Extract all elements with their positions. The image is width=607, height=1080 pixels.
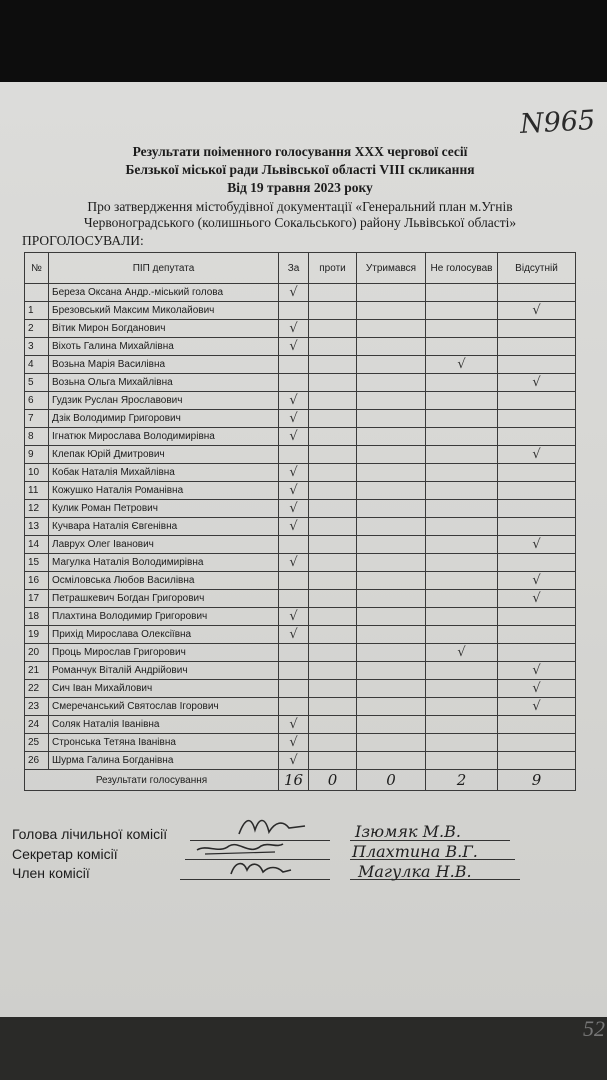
- vote-cell-proty: [309, 734, 357, 752]
- vote-cell-vidsutniy: [498, 338, 576, 356]
- vote-cell-ne-holosuvav: [426, 590, 498, 608]
- check-mark-icon: √: [532, 537, 541, 552]
- vote-cell-utrymavsia: [357, 518, 426, 536]
- vote-cell-proty: [309, 428, 357, 446]
- vote-cell-za: [279, 734, 309, 752]
- deputy-name: Лаврух Олег Іванович: [49, 536, 279, 554]
- vote-cell-ne-holosuvav: [426, 662, 498, 680]
- vote-cell-vidsutniy: [498, 698, 576, 716]
- vote-cell-za: [279, 662, 309, 680]
- vote-cell-proty: [309, 608, 357, 626]
- table-row: [25, 410, 576, 428]
- row-number: 6: [25, 392, 49, 410]
- table-row: [25, 734, 576, 752]
- deputy-name: Магулка Наталія Володимирівна: [49, 554, 279, 572]
- vote-cell-ne-holosuvav: [426, 536, 498, 554]
- voting-table: [24, 252, 576, 791]
- deputy-name: Дзік Володимир Григорович: [49, 410, 279, 428]
- vote-cell-proty: [309, 680, 357, 698]
- vote-cell-za: [279, 284, 309, 302]
- table-row: [25, 554, 576, 572]
- vote-cell-vidsutniy: [498, 752, 576, 770]
- vote-cell-ne-holosuvav: [426, 392, 498, 410]
- title-line-1: Результати поіменного голосування XXX чергової сесії: [132, 144, 468, 159]
- vote-cell-za: [279, 320, 309, 338]
- vote-cell-proty: [309, 554, 357, 572]
- title-line-2: Белзької міської ради Львівської області VIII скликання: [125, 162, 475, 177]
- vote-cell-ne-holosuvav: [426, 554, 498, 572]
- deputy-name: Стронська Тетяна Іванівна: [49, 734, 279, 752]
- row-number: 16: [25, 572, 49, 590]
- table-row: [25, 374, 576, 392]
- vote-cell-ne-holosuvav: [426, 680, 498, 698]
- results-row: [25, 770, 576, 791]
- vote-cell-ne-holosuvav: [426, 374, 498, 392]
- row-number: 23: [25, 698, 49, 716]
- check-mark-icon: √: [532, 681, 541, 696]
- vote-cell-utrymavsia: [357, 338, 426, 356]
- vote-cell-za: [279, 572, 309, 590]
- deputy-name: Сич Іван Михайлович: [49, 680, 279, 698]
- total-vidsutniy: 9: [498, 770, 576, 791]
- vote-cell-utrymavsia: [357, 554, 426, 572]
- vote-cell-za: [279, 392, 309, 410]
- check-mark-icon: √: [289, 717, 298, 732]
- row-number: 11: [25, 482, 49, 500]
- deputy-name: Возьна Марія Василівна: [49, 356, 279, 374]
- vote-cell-za: [279, 752, 309, 770]
- vote-cell-vidsutniy: [498, 356, 576, 374]
- check-mark-icon: √: [289, 555, 298, 570]
- vote-cell-za: [279, 644, 309, 662]
- deputy-name: Кобак Наталія Михайлівна: [49, 464, 279, 482]
- vote-cell-vidsutniy: [498, 392, 576, 410]
- vote-cell-proty: [309, 572, 357, 590]
- vote-cell-za: [279, 428, 309, 446]
- header-utrymavsia: Утримався: [357, 253, 426, 284]
- check-mark-icon: √: [289, 609, 298, 624]
- vote-cell-za: [279, 698, 309, 716]
- vote-cell-utrymavsia: [357, 698, 426, 716]
- vote-cell-utrymavsia: [357, 482, 426, 500]
- vote-cell-proty: [309, 410, 357, 428]
- table-row: [25, 752, 576, 770]
- vote-cell-za: [279, 500, 309, 518]
- header-za: За: [279, 253, 309, 284]
- vote-cell-vidsutniy: [498, 446, 576, 464]
- vote-cell-za: [279, 482, 309, 500]
- vote-cell-utrymavsia: [357, 410, 426, 428]
- total-ne-holosuvav: 2: [426, 770, 498, 791]
- row-number: [25, 284, 49, 302]
- header-name: ПІП депутата: [49, 253, 279, 284]
- vote-cell-ne-holosuvav: [426, 338, 498, 356]
- table-row: [25, 536, 576, 554]
- vote-cell-utrymavsia: [357, 464, 426, 482]
- vote-cell-za: [279, 356, 309, 374]
- vote-cell-vidsutniy: [498, 536, 576, 554]
- deputy-name: Ігнатюк Мирослава Володимирівна: [49, 428, 279, 446]
- vote-cell-vidsutniy: [498, 482, 576, 500]
- vote-cell-ne-holosuvav: [426, 500, 498, 518]
- vote-cell-vidsutniy: [498, 662, 576, 680]
- table-row: [25, 464, 576, 482]
- vote-cell-vidsutniy: [498, 320, 576, 338]
- row-number: 7: [25, 410, 49, 428]
- deputy-name: Проць Мирослав Григорович: [49, 644, 279, 662]
- check-mark-icon: √: [532, 573, 541, 588]
- table-row: [25, 644, 576, 662]
- header-ne-holosuvav: Не голосував: [426, 253, 498, 284]
- vote-cell-vidsutniy: [498, 464, 576, 482]
- table-row: [25, 338, 576, 356]
- vote-cell-vidsutniy: [498, 410, 576, 428]
- results-label: Результати голосування: [25, 770, 279, 791]
- header-number: №: [25, 253, 49, 284]
- vote-cell-za: [279, 536, 309, 554]
- vote-cell-ne-holosuvav: [426, 284, 498, 302]
- table-header-row: [25, 253, 576, 284]
- table-row: [25, 590, 576, 608]
- deputy-name: Петрашкевич Богдан Григорович: [49, 590, 279, 608]
- background-surface: [0, 1017, 607, 1080]
- vote-cell-proty: [309, 302, 357, 320]
- check-mark-icon: √: [289, 483, 298, 498]
- vote-cell-proty: [309, 482, 357, 500]
- check-mark-icon: √: [289, 285, 298, 300]
- check-mark-icon: √: [289, 627, 298, 642]
- deputy-name: Віхоть Галина Михайлівна: [49, 338, 279, 356]
- vote-cell-ne-holosuvav: [426, 716, 498, 734]
- check-mark-icon: √: [289, 735, 298, 750]
- table-row: [25, 500, 576, 518]
- check-mark-icon: √: [289, 339, 298, 354]
- check-mark-icon: √: [532, 375, 541, 390]
- vote-cell-za: [279, 446, 309, 464]
- subject-line-1: Про затвердження містобудівної документації «Генеральний план м.Угнів: [87, 199, 513, 214]
- row-number: 21: [25, 662, 49, 680]
- row-number: 18: [25, 608, 49, 626]
- vote-cell-za: [279, 590, 309, 608]
- vote-cell-ne-holosuvav: [426, 464, 498, 482]
- vote-cell-utrymavsia: [357, 500, 426, 518]
- deputy-name: Кулик Роман Петрович: [49, 500, 279, 518]
- row-number: 15: [25, 554, 49, 572]
- vote-cell-proty: [309, 500, 357, 518]
- vote-cell-proty: [309, 698, 357, 716]
- deputy-name: Береза Оксана Андр.-міський голова: [49, 284, 279, 302]
- vote-cell-utrymavsia: [357, 284, 426, 302]
- row-number: 8: [25, 428, 49, 446]
- vote-cell-za: [279, 302, 309, 320]
- deputy-name: Клепак Юрій Дмитрович: [49, 446, 279, 464]
- vote-cell-proty: [309, 356, 357, 374]
- vote-cell-utrymavsia: [357, 302, 426, 320]
- vote-cell-utrymavsia: [357, 446, 426, 464]
- signature-role-secretary: Секретар комісії: [12, 846, 118, 862]
- deputy-name: Гудзик Руслан Ярославович: [49, 392, 279, 410]
- row-number: 9: [25, 446, 49, 464]
- row-number: 17: [25, 590, 49, 608]
- vote-cell-za: [279, 518, 309, 536]
- check-mark-icon: √: [532, 699, 541, 714]
- total-utrymavsia: 0: [357, 770, 426, 791]
- vote-cell-vidsutniy: [498, 284, 576, 302]
- vote-cell-za: [279, 626, 309, 644]
- table-row: [25, 392, 576, 410]
- deputy-name: Романчук Віталій Андрійович: [49, 662, 279, 680]
- header-proty: проти: [309, 253, 357, 284]
- total-proty: 0: [309, 770, 357, 791]
- check-mark-icon: √: [457, 357, 466, 372]
- vote-cell-proty: [309, 464, 357, 482]
- signature-role-member: Член комісії: [12, 865, 90, 881]
- vote-cell-ne-holosuvav: [426, 572, 498, 590]
- vote-cell-za: [279, 680, 309, 698]
- vote-cell-utrymavsia: [357, 626, 426, 644]
- vote-cell-vidsutniy: [498, 590, 576, 608]
- table-row: [25, 482, 576, 500]
- vote-cell-proty: [309, 446, 357, 464]
- row-number: 19: [25, 626, 49, 644]
- check-mark-icon: √: [532, 303, 541, 318]
- vote-cell-ne-holosuvav: [426, 410, 498, 428]
- deputy-name: Кожушко Наталія Романівна: [49, 482, 279, 500]
- vote-cell-proty: [309, 392, 357, 410]
- subject-line-2: Червоноградського (колишнього Сокальського) району Львівської області»: [83, 215, 517, 230]
- row-number: 13: [25, 518, 49, 536]
- vote-cell-proty: [309, 716, 357, 734]
- check-mark-icon: √: [457, 645, 466, 660]
- total-za: 16: [279, 770, 309, 791]
- vote-cell-utrymavsia: [357, 572, 426, 590]
- vote-cell-proty: [309, 374, 357, 392]
- vote-cell-utrymavsia: [357, 662, 426, 680]
- vote-cell-proty: [309, 590, 357, 608]
- check-mark-icon: √: [532, 447, 541, 462]
- vote-cell-za: [279, 374, 309, 392]
- signature-role-chair: Голова лічильної комісії: [12, 826, 168, 842]
- vote-cell-utrymavsia: [357, 752, 426, 770]
- vote-cell-utrymavsia: [357, 374, 426, 392]
- vote-cell-ne-holosuvav: [426, 626, 498, 644]
- vote-cell-ne-holosuvav: [426, 482, 498, 500]
- deputy-name: Осміловська Любов Василівна: [49, 572, 279, 590]
- row-number: 10: [25, 464, 49, 482]
- signer-name-chair: Ізюмяк М.В.: [355, 822, 461, 841]
- vote-cell-vidsutniy: [498, 626, 576, 644]
- check-mark-icon: √: [289, 411, 298, 426]
- table-row: [25, 320, 576, 338]
- row-number: 4: [25, 356, 49, 374]
- deputy-name: Вітик Мирон Богданович: [49, 320, 279, 338]
- vote-cell-utrymavsia: [357, 536, 426, 554]
- table-row: [25, 680, 576, 698]
- deputy-name: Прихід Мирослава Олексіївна: [49, 626, 279, 644]
- vote-cell-ne-holosuvav: [426, 446, 498, 464]
- vote-cell-ne-holosuvav: [426, 644, 498, 662]
- check-mark-icon: √: [289, 465, 298, 480]
- vote-cell-ne-holosuvav: [426, 302, 498, 320]
- vote-cell-proty: [309, 536, 357, 554]
- page-number: 52: [583, 1016, 605, 1041]
- vote-cell-utrymavsia: [357, 590, 426, 608]
- row-number: 26: [25, 752, 49, 770]
- row-number: 20: [25, 644, 49, 662]
- deputy-name: Шурма Галина Богданівна: [49, 752, 279, 770]
- vote-cell-za: [279, 716, 309, 734]
- vote-cell-utrymavsia: [357, 734, 426, 752]
- deputy-name: Соляк Наталія Іванівна: [49, 716, 279, 734]
- table-row: [25, 716, 576, 734]
- table-row: [25, 608, 576, 626]
- vote-cell-za: [279, 410, 309, 428]
- vote-cell-utrymavsia: [357, 392, 426, 410]
- document-number: N965: [519, 105, 596, 140]
- deputy-name: Смеречанський Святослав Ігорович: [49, 698, 279, 716]
- title-date: Від 19 травня 2023 року: [227, 180, 373, 195]
- vote-cell-proty: [309, 338, 357, 356]
- vote-cell-vidsutniy: [498, 734, 576, 752]
- signer-name-member: Магулка Н.В.: [358, 862, 472, 881]
- row-number: 24: [25, 716, 49, 734]
- table-row: [25, 572, 576, 590]
- row-number: 25: [25, 734, 49, 752]
- table-row: [25, 302, 576, 320]
- vote-cell-utrymavsia: [357, 320, 426, 338]
- vote-cell-utrymavsia: [357, 428, 426, 446]
- table-row: [25, 356, 576, 374]
- vote-cell-za: [279, 464, 309, 482]
- vote-cell-utrymavsia: [357, 680, 426, 698]
- vote-cell-vidsutniy: [498, 518, 576, 536]
- table-row: [25, 446, 576, 464]
- table-row: [25, 626, 576, 644]
- table-row: [25, 698, 576, 716]
- vote-cell-vidsutniy: [498, 428, 576, 446]
- row-number: 22: [25, 680, 49, 698]
- vote-cell-vidsutniy: [498, 554, 576, 572]
- vote-cell-ne-holosuvav: [426, 518, 498, 536]
- check-mark-icon: √: [289, 321, 298, 336]
- table-row: [25, 518, 576, 536]
- check-mark-icon: √: [289, 519, 298, 534]
- check-mark-icon: √: [289, 429, 298, 444]
- vote-cell-za: [279, 608, 309, 626]
- signer-name-secretary: Плахтина В.Г.: [352, 842, 478, 861]
- row-number: 14: [25, 536, 49, 554]
- vote-cell-proty: [309, 662, 357, 680]
- vote-cell-vidsutniy: [498, 716, 576, 734]
- vote-cell-vidsutniy: [498, 680, 576, 698]
- deputy-name: Брезовський Максим Миколайович: [49, 302, 279, 320]
- table-row: [25, 662, 576, 680]
- deputy-name: Возьна Ольга Михайлівна: [49, 374, 279, 392]
- vote-cell-vidsutniy: [498, 374, 576, 392]
- vote-cell-proty: [309, 518, 357, 536]
- vote-cell-za: [279, 338, 309, 356]
- vote-cell-za: [279, 554, 309, 572]
- vote-cell-proty: [309, 284, 357, 302]
- vote-cell-ne-holosuvav: [426, 356, 498, 374]
- vote-cell-proty: [309, 644, 357, 662]
- vote-cell-vidsutniy: [498, 572, 576, 590]
- vote-cell-ne-holosuvav: [426, 698, 498, 716]
- table-row: [25, 428, 576, 446]
- vote-cell-ne-holosuvav: [426, 320, 498, 338]
- table-row: [25, 284, 576, 302]
- voted-label: ПРОГОЛОСУВАЛИ:: [22, 233, 144, 248]
- row-number: 3: [25, 338, 49, 356]
- row-number: 2: [25, 320, 49, 338]
- vote-cell-utrymavsia: [357, 716, 426, 734]
- vote-cell-vidsutniy: [498, 500, 576, 518]
- row-number: 5: [25, 374, 49, 392]
- check-mark-icon: √: [289, 501, 298, 516]
- vote-cell-utrymavsia: [357, 608, 426, 626]
- check-mark-icon: √: [532, 591, 541, 606]
- header-vidsutniy: Відсутній: [498, 253, 576, 284]
- vote-cell-ne-holosuvav: [426, 752, 498, 770]
- vote-cell-ne-holosuvav: [426, 608, 498, 626]
- check-mark-icon: √: [289, 753, 298, 768]
- vote-cell-utrymavsia: [357, 356, 426, 374]
- vote-cell-ne-holosuvav: [426, 734, 498, 752]
- vote-cell-vidsutniy: [498, 302, 576, 320]
- deputy-name: Кучвара Наталія Євгенівна: [49, 518, 279, 536]
- vote-cell-proty: [309, 752, 357, 770]
- vote-cell-utrymavsia: [357, 644, 426, 662]
- row-number: 12: [25, 500, 49, 518]
- check-mark-icon: √: [532, 663, 541, 678]
- row-number: 1: [25, 302, 49, 320]
- vote-cell-proty: [309, 626, 357, 644]
- vote-cell-proty: [309, 320, 357, 338]
- signature-member: [225, 854, 315, 882]
- vote-cell-ne-holosuvav: [426, 428, 498, 446]
- vote-cell-vidsutniy: [498, 608, 576, 626]
- deputy-name: Плахтина Володимир Григорович: [49, 608, 279, 626]
- check-mark-icon: √: [289, 393, 298, 408]
- vote-cell-vidsutniy: [498, 644, 576, 662]
